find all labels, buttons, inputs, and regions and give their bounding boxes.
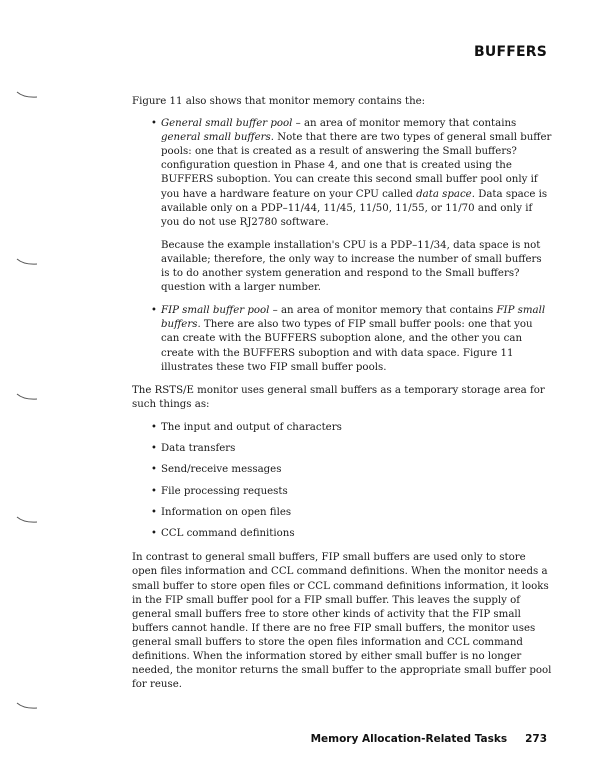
- definition-note: Because the example installation's CPU is a PDP–11/34, data space is not available; therefore, the only way to increase the number of small buffers is to do another system generation and respond to the Small buffers? question with a larger number.: [161, 239, 542, 294]
- definition-body: . There are also two types of FIP small buffer pools: one that you can create with the BUFFERS suboption alone, and the other you can create with the BUFFERS suboption and with data space. Figure 11 illustrates these two FIP small buffer pools.: [161, 319, 533, 373]
- definition-term: General small buffer pool: [161, 118, 293, 130]
- definition-item-fip-pool: [151, 304, 552, 374]
- definition-item-general-pool: [151, 117, 552, 295]
- binding-hole-icon: [16, 702, 38, 710]
- list-item-text: The input and output of characters: [161, 421, 342, 433]
- list-item-text: Data transfers: [161, 443, 236, 455]
- binding-hole-icon: [16, 516, 38, 524]
- definition-term-data-space: data space: [416, 188, 472, 200]
- definition-term-secondary: FIP small buffers: [161, 305, 546, 331]
- list-item: [151, 442, 552, 456]
- bullet-icon: •: [151, 485, 157, 497]
- list-item: [151, 485, 552, 499]
- section-title: BUFFERS: [474, 44, 547, 60]
- intro-paragraph: Figure 11 also shows that monitor memory contains the:: [132, 96, 426, 107]
- bullet-icon: •: [151, 464, 157, 476]
- definition-text: [161, 304, 552, 374]
- definition-term: FIP small buffer pool: [161, 305, 270, 317]
- definition-dash-text: – an area of monitor memory that contains: [292, 118, 517, 130]
- binding-hole-icon: [16, 91, 38, 99]
- list-item-text: Send/receive messages: [161, 464, 282, 476]
- bullet-icon: •: [151, 507, 157, 518]
- uses-intro-paragraph: The RSTS/E monitor uses general small buffers as a temporary storage area for such things as:: [132, 384, 545, 410]
- binding-hole-icon: [16, 258, 38, 266]
- definition-term-secondary: general small buffers: [161, 132, 271, 144]
- list-item-text: Information on open files: [161, 507, 292, 518]
- definition-dash-text: – an area of monitor memory that contains: [269, 305, 497, 317]
- list-item: [151, 527, 552, 541]
- body-text: [132, 95, 552, 692]
- uses-list: [132, 421, 552, 542]
- definition-text: [161, 117, 552, 230]
- binding-hole-icon: [16, 393, 38, 401]
- definition-list: [132, 117, 552, 375]
- bullet-icon: •: [151, 421, 157, 433]
- closing-paragraph: In contrast to general small buffers, FIP small buffers are used only to store open files information and CCL command definitions. When the monitor needs a small buffer to store open files or CCL command definitions information, it looks in the FIP small buffer pool for a FIP small buffer. This leaves the supply of general small buffers free to store other kinds of activity that the FIP small buffers cannot handle. If there are no free FIP small buffers, the monitor uses general small buffers to store the open files information and CCL command definitions. When the information stored by either small buffer is no longer needed, the monitor returns the small buffer to the appropriate small buffer pool for reuse.: [132, 552, 552, 691]
- chapter-title: Memory Allocation-Related Tasks: [310, 733, 508, 745]
- list-item-text: File processing requests: [161, 485, 288, 497]
- list-item: [151, 463, 552, 477]
- list-item-text: CCL command definitions: [161, 528, 295, 540]
- page-number: 273: [525, 733, 547, 745]
- definition-body-end: . Data space is available only on a PDP–11/44, 11/45, 11/50, 11/55, or 11/70 and only if you do not use RJ2780 software.: [161, 188, 548, 228]
- bullet-icon: •: [151, 528, 157, 540]
- bullet-icon: •: [151, 118, 157, 130]
- list-item: [151, 506, 552, 520]
- bullet-icon: •: [151, 305, 157, 317]
- definition-body: . Note that there are two types of general small buffer pools: one that is created as a result of answering the Small buffers? configuration question in Phase 4, and one that is created using the BUFFERS suboption. You can create this second small buffer pool only if you have a hardware feature on your CPU called: [161, 132, 552, 200]
- list-item: [151, 421, 552, 435]
- page-footer: [311, 733, 547, 745]
- bullet-icon: •: [151, 443, 157, 455]
